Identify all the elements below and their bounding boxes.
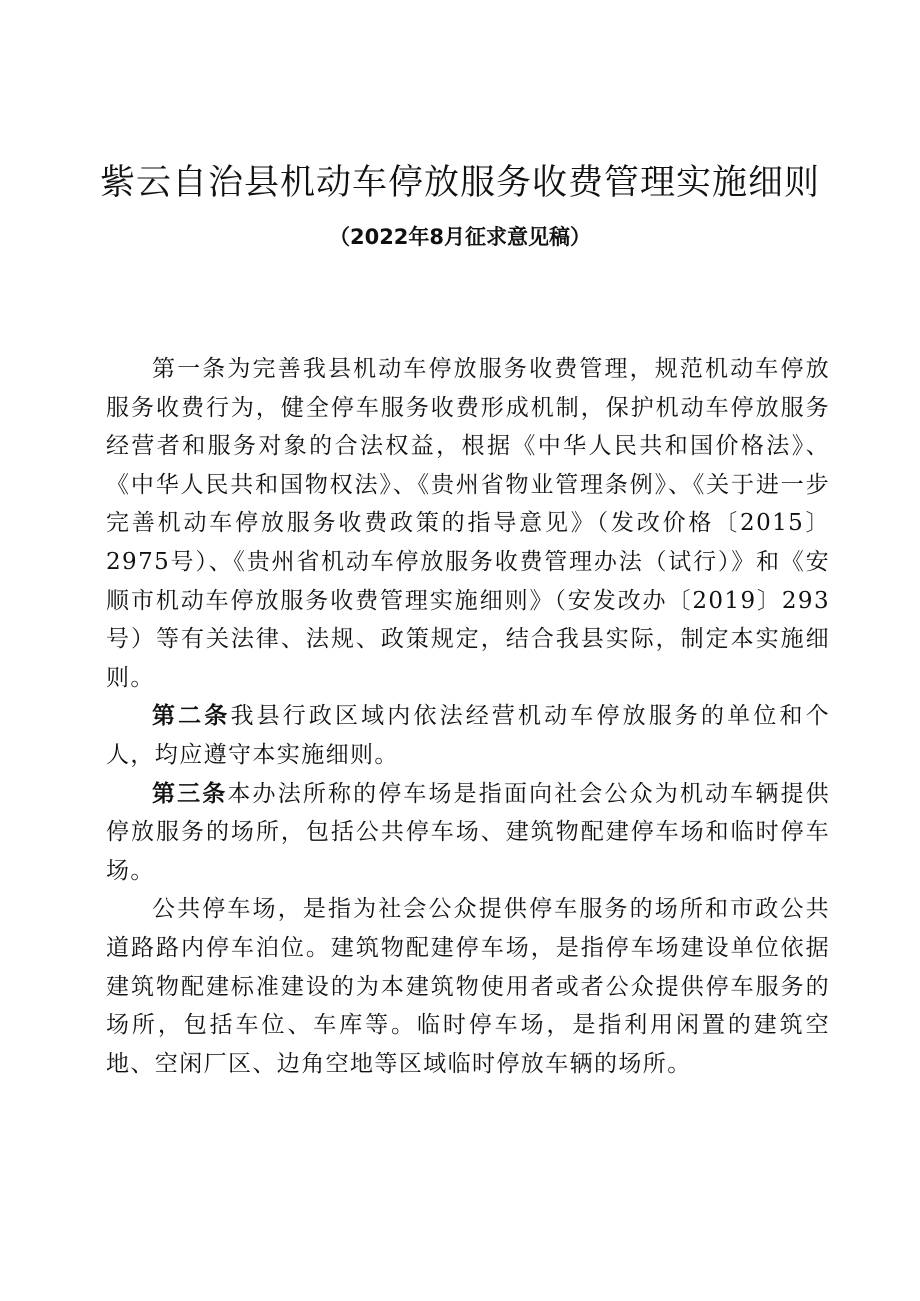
article-heading: 第三条: [152, 780, 228, 807]
paragraph-article-1: [106, 350, 830, 697]
paragraph-article-3: [106, 775, 830, 891]
paragraph-definitions: [106, 890, 830, 1083]
paragraph-article-2: [106, 697, 830, 774]
article-heading: 第二条: [152, 703, 231, 730]
paragraph-text: 我县行政区域内依法经营机动车停放服务的单位和个人，均应遵守本实施细则。: [106, 703, 830, 768]
document-body: [106, 350, 830, 1083]
paragraph-text: 公共停车场，是指为社会公众提供停车服务的场所和市政公共道路路内停车泊位。建筑物配建停车场，是指停车场建设单位依据建筑物配建标准建设的为本建筑物使用者或者公众提供停车服务的场所，包括车位、车库等。临时停车场，是指利用闲置的建筑空地、空闲厂区、边角空地等区域临时停放车辆的场所。: [106, 896, 830, 1077]
paragraph-text: 本办法所称的停车场是指面向社会公众为机动车辆提供停放服务的场所，包括公共停车场、建筑物配建停车场和临时停车场。: [106, 780, 830, 884]
document-subtitle: （2022年8月征求意见稿）: [328, 225, 592, 249]
paragraph-text: 第一条为完善我县机动车停放服务收费管理，规范机动车停放服务收费行为，健全停车服务收费形成机制，保护机动车停放服务经营者和服务对象的合法权益，根据《中华人民共和国价格法》、《中华人民共和国物权法》、《贵州省物业管理条例》、《关于进一步完善机动车停放服务收费政策的指导意见》（发改价格〔2015〕2975号）、《贵州省机动车停放服务收费管理办法（试行）》和《安顺市机动车停放服务收费管理实施细则》（安发改办〔2019〕293号）等有关法律、法规、政策规定，结合我县实际，制定本实施细则。: [106, 356, 830, 691]
document-title: 紫云自治县机动车停放服务收费管理实施细则: [99, 163, 820, 203]
